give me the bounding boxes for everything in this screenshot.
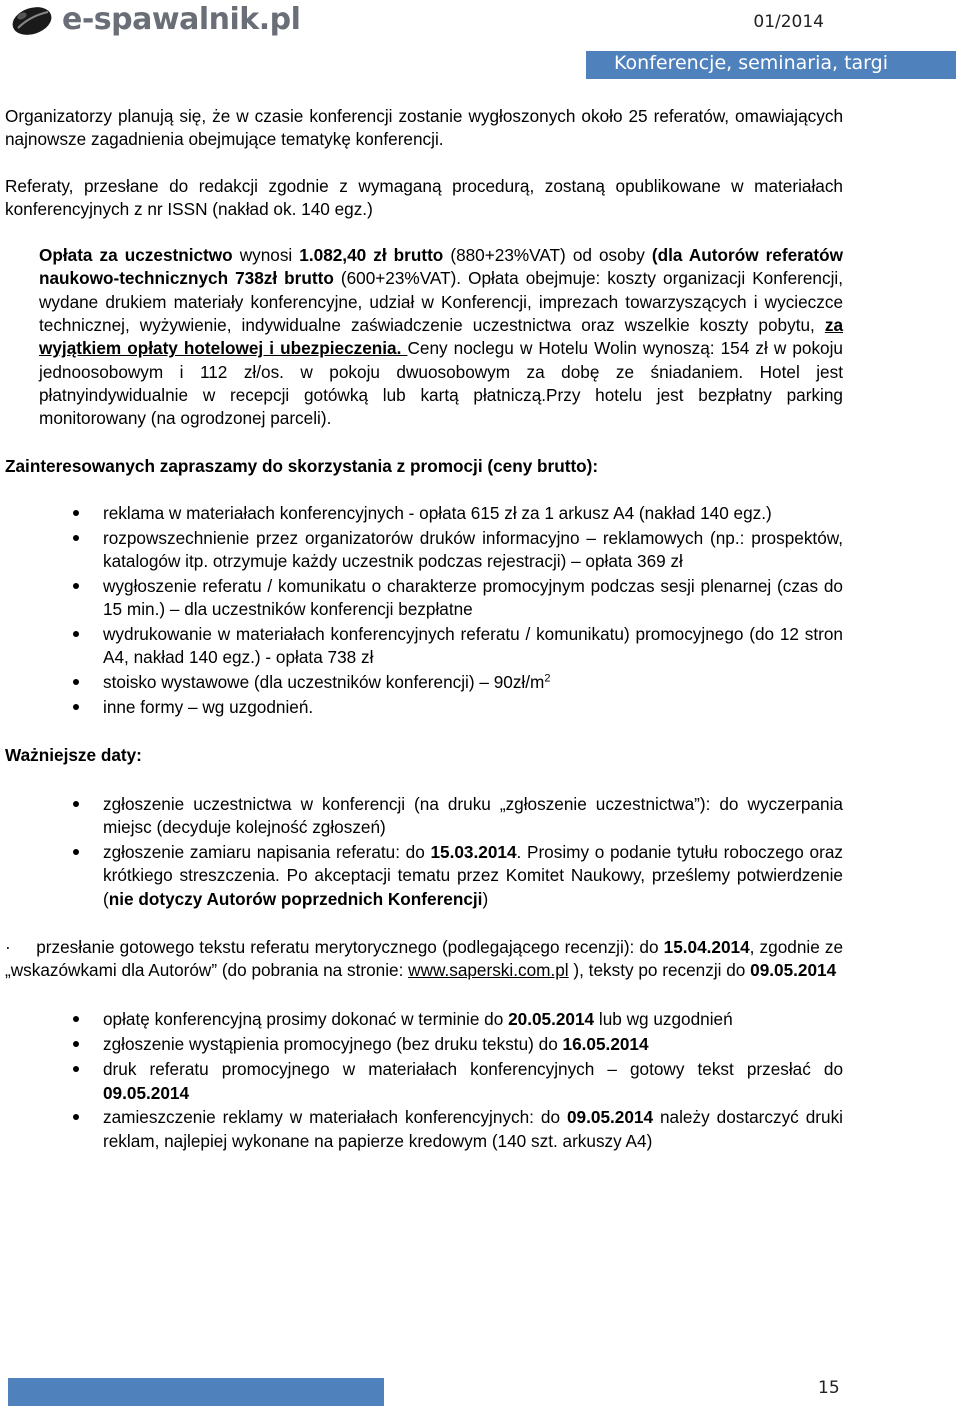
- list-item-text: zgłoszenie uczestnictwa w konferencji (na druku „zgłoszenie uczestnictwa”): do wyczerpania miejsc (decyduje kolejność zgłoszeń): [103, 793, 843, 838]
- dates-list-2: [5, 1008, 843, 1153]
- list-item-text: inne formy – wg uzgodnień.: [103, 697, 314, 718]
- list-item-text: lub wg uzgodnień: [594, 1009, 733, 1030]
- fee-includes: (600+23%VAT). Opłata obejmuje: koszty organizacji Konferencji, wydane drukiem materiały konferencyjne, udział w Konferencji, imprezach towarzyszących i wycieczce technicznej, wyżywienie, indywidualne zaświadczenie uczestnictwa oraz wszelkie koszty pobytu,: [39, 268, 843, 336]
- list-item: [5, 1058, 843, 1105]
- list-item: [5, 502, 843, 525]
- list-item: [5, 696, 843, 719]
- date-value: 09.05.2014: [750, 960, 837, 981]
- section-title: Konferencje, seminaria, targi: [614, 52, 888, 74]
- dates-heading: Ważniejsze daty:: [5, 744, 142, 765]
- list-item-text: . Prosimy o podanie tytułu roboczego oraz krótkiego streszczenia. Po akceptacji tematu przez Komitet Naukowy, prześlemy potwierdzenie (: [103, 841, 843, 909]
- list-item-text: druk referatu promocyjnego w materiałach konferencyjnych – gotowy tekst przesłać do: [103, 1059, 843, 1080]
- fee-exclusions: za wyjątkiem opłaty hotelowej i ubezpieczenia.: [39, 315, 843, 359]
- hotel-info: Ceny noclegu w Hotelu Wolin wynoszą: 154 zł w pokoju jednoosobowym i 112 zł/os. w pokoju dwuosobowym za dobę ze śniadaniem. Hotel jest płatnyindywidualnie w recepcji gotówką lub kartą płatniczą.Przy hotelu jest bezpłatny parking monitorowany (na ogrodzonej parceli).: [39, 338, 843, 429]
- list-item-text: opłatę konferencyjną prosimy dokonać w terminie do: [103, 1009, 509, 1030]
- bullet-icon: [73, 679, 79, 685]
- submission-text-2: , zgodnie ze „wskazówkami dla Autorów” (do pobrania na stronie:: [5, 936, 844, 981]
- bullet-icon: [73, 849, 79, 855]
- fee-vat: (880+23%VAT) od osoby: [443, 245, 652, 266]
- fee-label-2: za uczestnictwo: [92, 245, 240, 266]
- list-item: [5, 841, 843, 911]
- page-number: 15: [818, 1378, 840, 1398]
- bullet-icon: [73, 1066, 79, 1072]
- bullet-icon: [73, 704, 79, 710]
- list-item: [5, 527, 843, 574]
- bullet-icon: [73, 631, 79, 637]
- date-value: 09.05.2014: [103, 1082, 190, 1103]
- bullet-icon: [73, 801, 79, 807]
- list-item-text: wygłoszenie referatu / komunikatu o charakterze promocyjnym podczas sesji plenarnej (czas do 15 min.) – dla uczestników konferencji bezpłatne: [103, 575, 843, 620]
- list-item-text: stoisko wystawowe (dla uczestników konferencji) – 90zł/m: [103, 672, 545, 693]
- fee-label: Opłata: [39, 245, 93, 266]
- date-value: 09.05.2014: [567, 1107, 654, 1128]
- bullet-icon: [73, 1016, 79, 1022]
- fee-amount: 1.082,40 zł brutto: [299, 245, 444, 266]
- list-item: [5, 671, 843, 694]
- bullet-icon: [73, 1041, 79, 1047]
- logo-text: e-spawalnik.pl: [62, 1, 301, 37]
- website-link[interactable]: www.saperski.com.pl: [408, 960, 569, 981]
- paragraph-submission: [5, 936, 843, 983]
- date-value: 15.04.2014: [663, 936, 750, 957]
- list-item-text: wydrukowanie w materiałach konferencyjnych referatu / komunikatu) promocyjnego (do 12 stron A4, nakład 140 egz.) - opłata 738 zł: [103, 624, 843, 668]
- list-item: [5, 1008, 843, 1031]
- list-item-text: zgłoszenie zamiaru napisania referatu: do: [103, 841, 431, 862]
- note-bold: nie dotyczy Autorów poprzednich Konferencji: [108, 888, 483, 909]
- paragraph-fee: [5, 244, 843, 430]
- mouse-logo-icon: [8, 2, 64, 40]
- bullet-icon: [73, 510, 79, 516]
- fee-text: wynosi: [239, 245, 300, 266]
- bullet-icon: [73, 583, 79, 589]
- submission-text: przesłanie gotowego tekstu referatu merytorycznego (podlegającego recenzji): do: [10, 936, 664, 957]
- page-header: [0, 0, 960, 80]
- bullet-icon: [73, 535, 79, 541]
- superscript: 2: [544, 672, 551, 685]
- issue-date: 01/2014: [753, 12, 824, 32]
- list-item-text: należy dostarczyć druki reklam, najlepiej wykonane na papierze kredowym (140 szt. arkuszy A4): [103, 1107, 843, 1151]
- promo-heading: Zainteresowanych zapraszamy do skorzystania z promocji (ceny brutto):: [5, 455, 599, 476]
- paragraph-publication: Referaty, przesłane do redakcji zgodnie z wymaganą procedurą, zostaną opublikowane w materiałach konferencyjnych z nr ISSN (nakład ok. 140 egz.): [5, 175, 843, 219]
- list-item: [5, 1106, 843, 1153]
- promo-list: [5, 502, 843, 720]
- article-body: [5, 105, 843, 1155]
- list-item: [5, 575, 843, 622]
- fee-authors: (dla Autorów referatów naukowo-technicznych 738zł brutto: [39, 245, 843, 289]
- date-value: 20.05.2014: [508, 1009, 595, 1030]
- dot-marker: ·: [5, 936, 11, 957]
- list-item-text: ): [482, 888, 489, 909]
- site-logo[interactable]: [8, 2, 300, 40]
- list-item: [5, 623, 843, 670]
- bullet-icon: [73, 1114, 79, 1120]
- list-item-text: zgłoszenie wystąpienia promocyjnego (bez druku tekstu) do: [103, 1034, 563, 1055]
- date-value: 16.05.2014: [562, 1034, 649, 1055]
- list-item-text: rozpowszechnienie przez organizatorów druków informacyjno – reklamowych (np.: prospektów, katalogów itp. otrzymuje każdy uczestnik podczas rejestracji) – opłata 369 zł: [103, 527, 843, 572]
- list-item: [5, 793, 843, 840]
- list-item-text: reklama w materiałach konferencyjnych - opłata 615 zł za 1 arkusz A4 (nakład 140 egz.): [103, 502, 772, 523]
- dates-list-1: [5, 793, 843, 911]
- footer-bar: [8, 1378, 384, 1406]
- submission-text-3: ), teksty po recenzji do: [568, 960, 751, 981]
- date-value: 15.03.2014: [430, 841, 517, 862]
- paragraph-papers: Organizatorzy planują się, że w czasie konferencji zostanie wygłoszonych około 25 referatów, omawiających najnowsze zagadnienia obejmujące tematykę konferencji.: [5, 106, 843, 150]
- list-item: [5, 1033, 843, 1056]
- list-item-text: zamieszczenie reklamy w materiałach konferencyjnych: do: [103, 1107, 567, 1128]
